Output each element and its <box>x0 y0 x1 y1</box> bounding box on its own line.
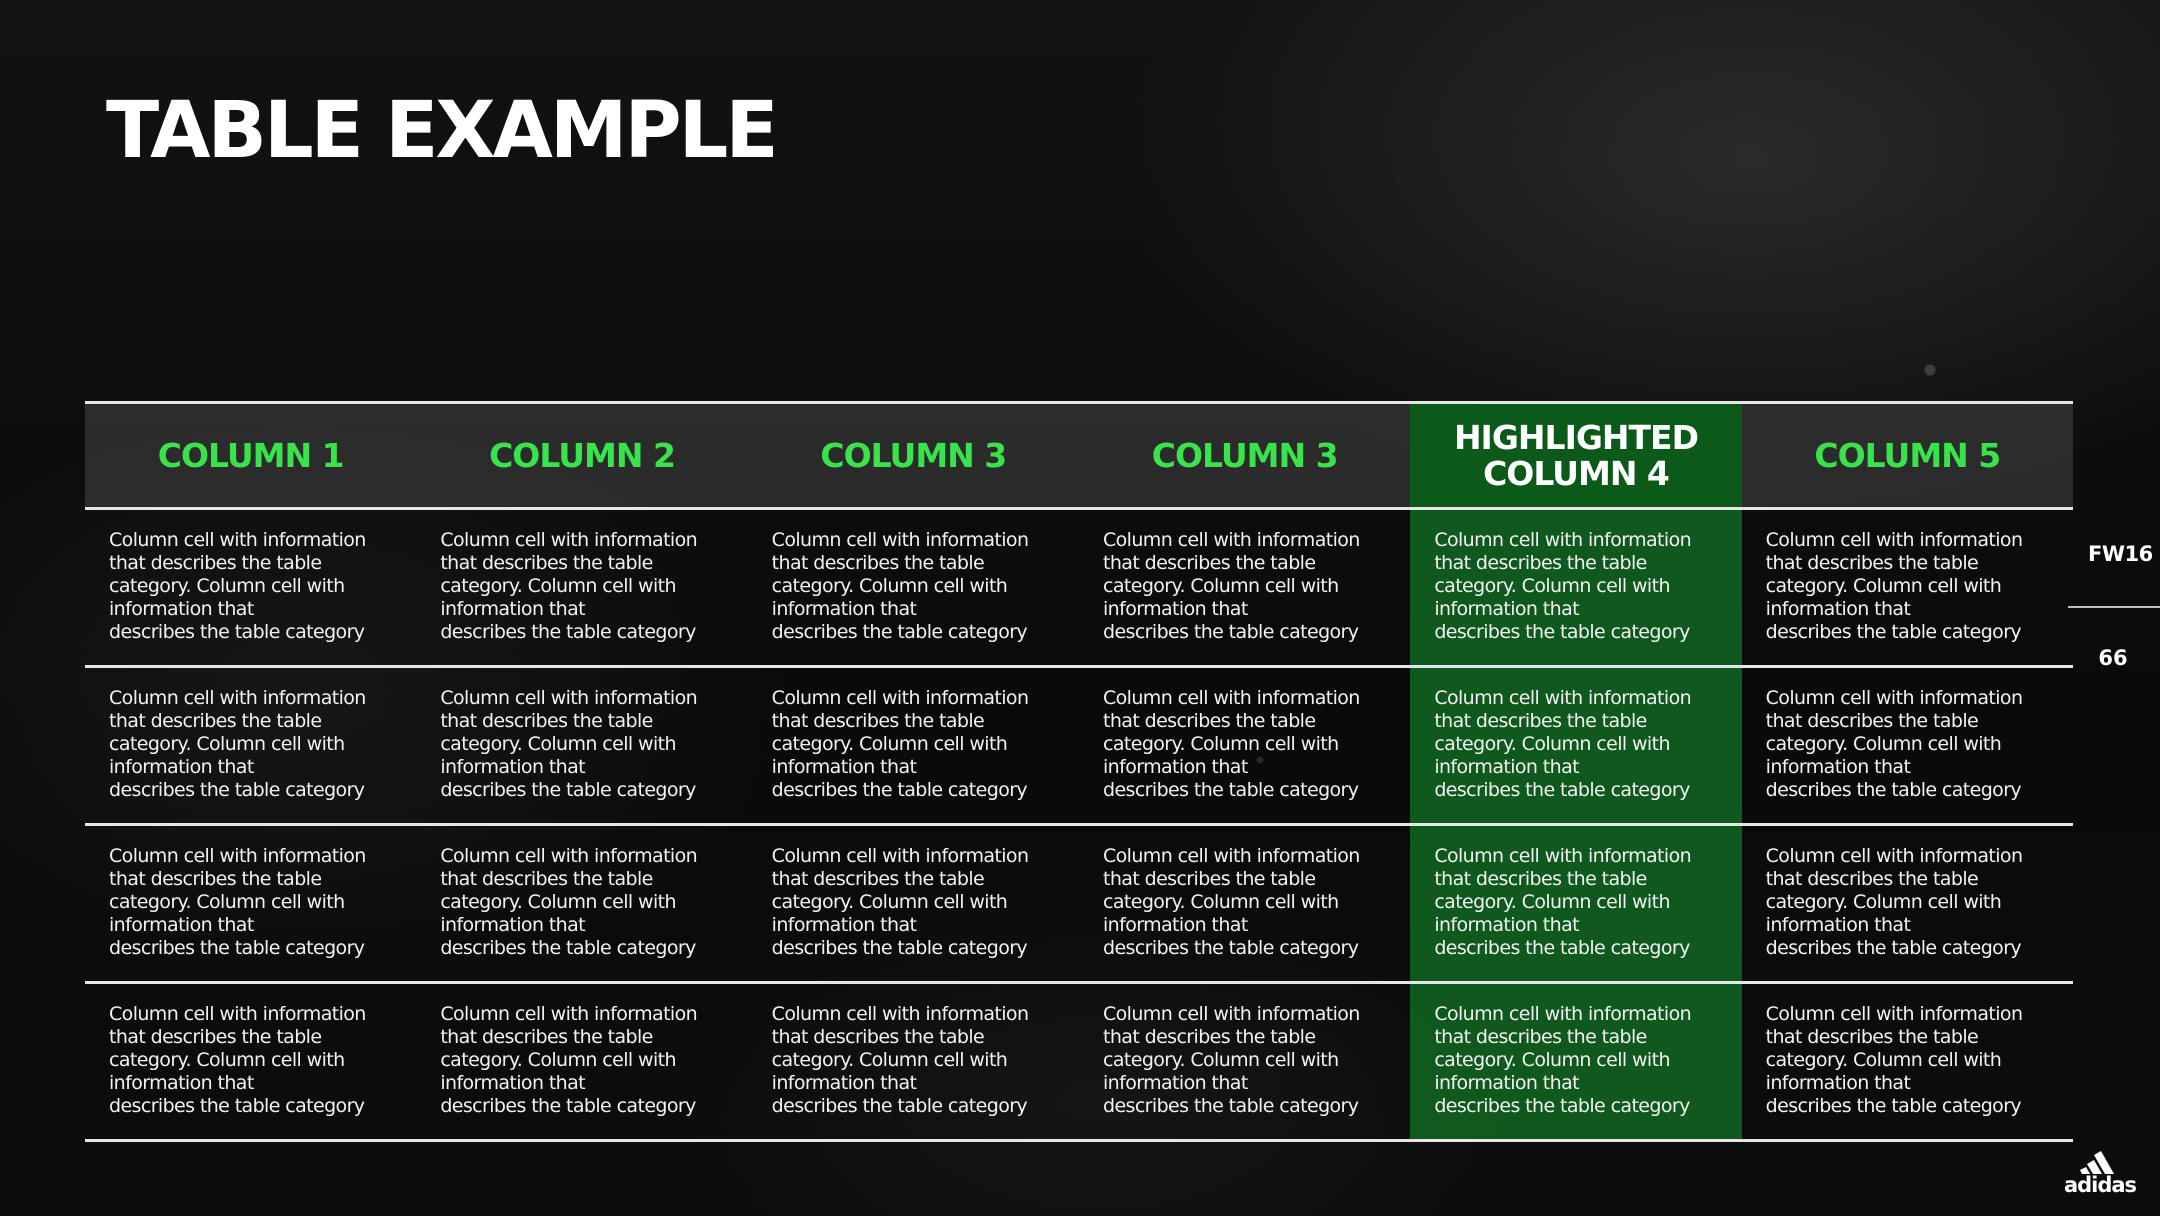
table-row <box>85 983 2073 1141</box>
table-cell: Column cell with information that describes the table category. Column cell with information that describes the table category <box>109 845 366 959</box>
sidebar-divider <box>2068 606 2160 608</box>
column-header-2: COLUMN 2 <box>489 435 675 475</box>
table-row <box>85 667 2073 825</box>
column-header-5: COLUMN 5 <box>1814 435 2001 475</box>
table-cell: Column cell with information that describes the table category. Column cell with information that describes the table category <box>440 1003 698 1117</box>
column-header-1: COLUMN 1 <box>157 435 344 475</box>
table-cell: Column cell with information that describes the table category. Column cell with information that describes the table category <box>109 529 366 643</box>
table-cell: Column cell with information that describes the table category. Column cell with information that describes the table category <box>1102 687 1360 801</box>
table-cell: Column cell with information that describes the table category. Column cell with information that describes the table category <box>771 687 1029 801</box>
highlighted-table-cell: Column cell with information that describes the table category. Column cell with information that describes the table category <box>1410 825 1741 983</box>
column-header-3: COLUMN 3 <box>820 435 1007 475</box>
table-cell: Column cell with information that describes the table category. Column cell with information that describes the table category <box>1102 845 1360 959</box>
page-number: 66 <box>2098 646 2128 670</box>
table-cell: Column cell with information that describes the table category. Column cell with information that describes the table category <box>1765 1003 2023 1117</box>
season-code: FW16 <box>2088 542 2153 566</box>
table-row <box>85 825 2073 983</box>
brand-wordmark: adidas <box>2063 1173 2137 1197</box>
data-table <box>85 401 2073 1142</box>
table-cell: Column cell with information that describes the table category. Column cell with information that describes the table category <box>1765 845 2023 959</box>
table-cell: Column cell with information that describes the table category. Column cell with information that describes the table category <box>771 529 1029 643</box>
table-cell: Column cell with information that describes the table category. Column cell with information that describes the table category <box>1765 687 2023 801</box>
table-cell: Column cell with information that describes the table category. Column cell with information that describes the table category <box>109 1003 366 1117</box>
table-cell: Column cell with information that describes the table category. Column cell with information that describes the table category <box>1102 1003 1360 1117</box>
table-cell: Column cell with information that describes the table category. Column cell with information that describes the table category <box>440 687 698 801</box>
table-cell: Column cell with information that describes the table category. Column cell with information that describes the table category <box>771 845 1029 959</box>
table-cell: Column cell with information that describes the table category. Column cell with information that describes the table category <box>440 845 698 959</box>
comparison-table <box>85 401 2073 1142</box>
adidas-performance-logo-icon <box>2080 1148 2120 1174</box>
page-title: TABLE EXAMPLE <box>106 86 776 176</box>
header-row <box>85 403 2073 509</box>
highlighted-table-cell: Column cell with information that describes the table category. Column cell with information that describes the table category <box>1410 983 1741 1141</box>
highlighted-column-header-4: HIGHLIGHTED COLUMN 4 <box>1410 403 1741 509</box>
table-cell: Column cell with information that describes the table category. Column cell with information that describes the table category <box>1765 529 2023 643</box>
highlighted-table-cell: Column cell with information that describes the table category. Column cell with information that describes the table category <box>1410 509 1741 667</box>
brand-logo <box>2062 1148 2138 1200</box>
table-header <box>85 403 2073 509</box>
table-row <box>85 509 2073 667</box>
table-body <box>85 509 2073 1141</box>
table-cell: Column cell with information that describes the table category. Column cell with information that describes the table category <box>771 1003 1029 1117</box>
table-cell: Column cell with information that describes the table category. Column cell with information that describes the table category <box>440 529 698 643</box>
table-cell: Column cell with information that describes the table category. Column cell with information that describes the table category <box>109 687 366 801</box>
column-header-3b: COLUMN 3 <box>1151 435 1338 475</box>
highlighted-table-cell: Column cell with information that describes the table category. Column cell with information that describes the table category <box>1410 667 1741 825</box>
table-cell: Column cell with information that describes the table category. Column cell with information that describes the table category <box>1102 529 1360 643</box>
